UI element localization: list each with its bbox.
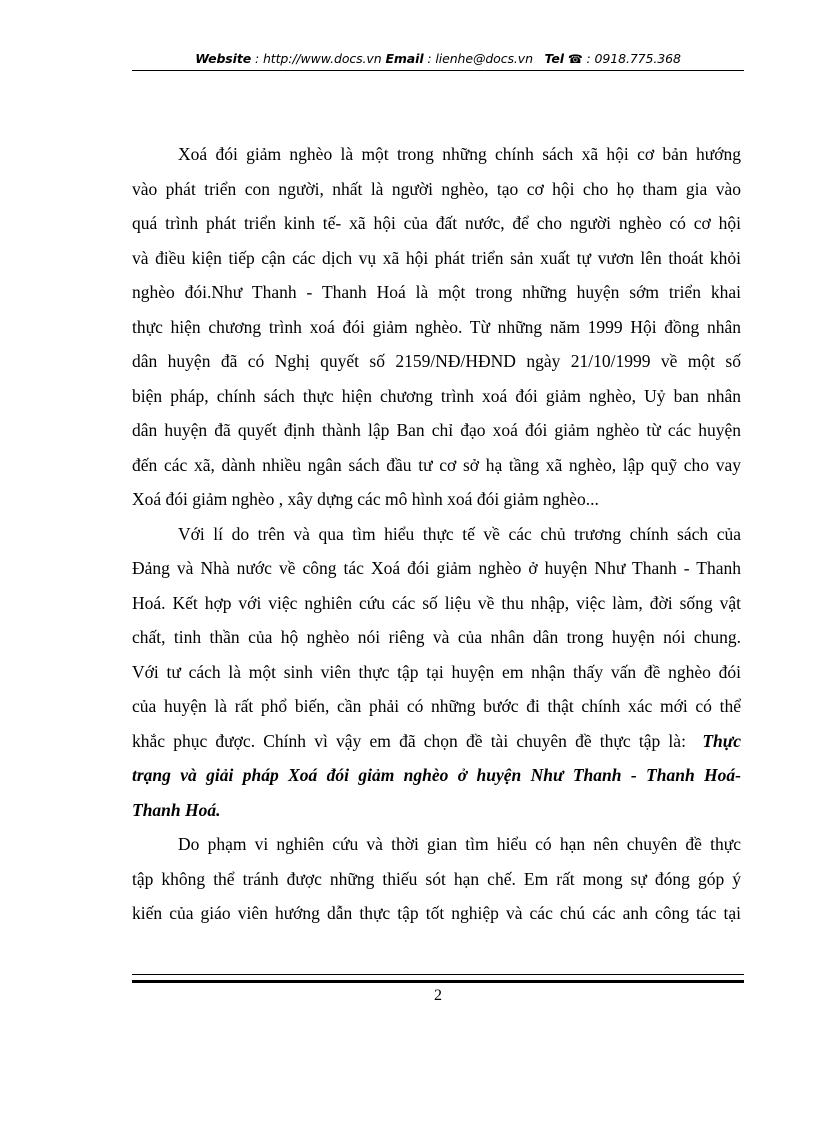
paragraph-2-line-7-text: khắc phục được. Chính vì vậy em đã chọn đề tài chuyên đề thực tập là:: [132, 730, 686, 751]
footer-divider-thick: [132, 980, 744, 983]
header-divider: [132, 70, 744, 71]
website-label: Website: [195, 51, 252, 66]
paragraph-1-line-8: biện pháp, chính sách thực hiện chương trình xoá đói giảm nghèo, Uỷ ban nhân: [132, 385, 741, 406]
topic-title-line-3: Thanh Hoá.: [132, 799, 221, 820]
paragraph-3-line-3: kiến của giáo viên hướng dẫn thực tập tốt nghiệp và các chú các anh công tác tại: [132, 903, 741, 923]
paragraph-2-line-7: [132, 724, 741, 759]
topic-title-line-2: trạng và giải pháp Xoá đói giảm nghèo ở huyện Như Thanh - Thanh Hoá-: [132, 765, 741, 785]
paragraph-2-line-2: Đảng và Nhà nước về công tác Xoá đói giảm nghèo ở huyện Như Thanh - Thanh: [132, 558, 741, 578]
paragraph-1-line-3: quá trình phát triển kinh tế- xã hội của đất nước, để cho người nghèo có cơ hội: [132, 213, 741, 233]
paragraph-2-line-5: Với tư cách là một sinh viên thực tập tại huyện em nhận thấy vấn đề nghèo đói: [132, 661, 741, 682]
paragraph-1-line-2: vào phát triển con người, nhất là người nghèo, tạo cơ hội cho họ tham gia vào: [132, 178, 741, 199]
page-number: 2: [434, 987, 442, 1004]
paragraph-3-line-1: Do phạm vi nghiên cứu và thời gian tìm hiểu có hạn nên chuyên đề thực: [178, 834, 741, 854]
email-separator: :: [423, 51, 436, 66]
paragraph-2-line-1: Với lí do trên và qua tìm hiểu thực tế về các chủ trương chính sách của: [178, 523, 741, 544]
paragraph-2-line-6: của huyện là rất phổ biến, cần phải có những bước đi thật chính xác mới có thể: [132, 696, 741, 716]
paragraph-3-line-2: tập không thể tránh được những thiếu sót hạn chế. Em rất mong sự đóng góp ý: [132, 868, 741, 889]
website-url[interactable]: http://www.docs.vn: [262, 51, 382, 66]
document-body: [132, 137, 741, 931]
paragraph-1-line-5: nghèo đói.Như Thanh - Thanh Hoá là một trong những huyện sớm triển khai: [132, 282, 741, 302]
paragraph-1-line-10: đến các xã, dành nhiều ngân sách đầu tư cơ sở hạ tầng xã nghèo, lập quỹ cho vay: [132, 454, 741, 475]
tel-value: 0918.775.368: [594, 51, 681, 66]
email-value[interactable]: lienhe@docs.vn: [435, 51, 533, 66]
footer-divider-thin: [132, 974, 744, 975]
paragraph-1-line-9: dân huyện đã quyết định thành lập Ban chỉ đạo xoá đói giảm nghèo từ các huyện: [132, 420, 741, 440]
email-label: Email: [385, 51, 424, 66]
paragraph-2-line-4: chất, tinh thần của hộ nghèo nói riêng và của nhân dân trong huyện nói chung.: [132, 627, 741, 647]
page-header: [132, 50, 744, 70]
paragraph-2-line-3: Hoá. Kết hợp với việc nghiên cứu các số liệu về thu nhập, việc làm, đời sống vật: [132, 592, 741, 613]
paragraph-1-line-7: dân huyện đã có Nghị quyết số 2159/NĐ/HĐND ngày 21/10/1999 về một số: [132, 351, 741, 371]
paragraph-1-line-1: Xoá đói giảm nghèo là một trong những chính sách xã hội cơ bản hướng: [178, 144, 741, 164]
tel-separator: :: [582, 51, 595, 66]
website-separator: :: [251, 51, 263, 66]
topic-title-start: Thực: [702, 730, 742, 751]
paragraph-1-line-6: thực hiện chương trình xoá đói giảm nghèo. Từ những năm 1999 Hội đồng nhân: [132, 316, 741, 337]
phone-icon: ☎: [567, 52, 583, 66]
tel-label: Tel: [544, 51, 564, 66]
paragraph-1-line-11: Xoá đói giảm nghèo , xây dựng các mô hình xoá đói giảm nghèo...: [132, 489, 599, 509]
paragraph-1-line-4: và điều kiện tiếp cận các dịch vụ xã hội phát triển sản xuất tự vươn lên thoát khỏi: [132, 247, 741, 268]
